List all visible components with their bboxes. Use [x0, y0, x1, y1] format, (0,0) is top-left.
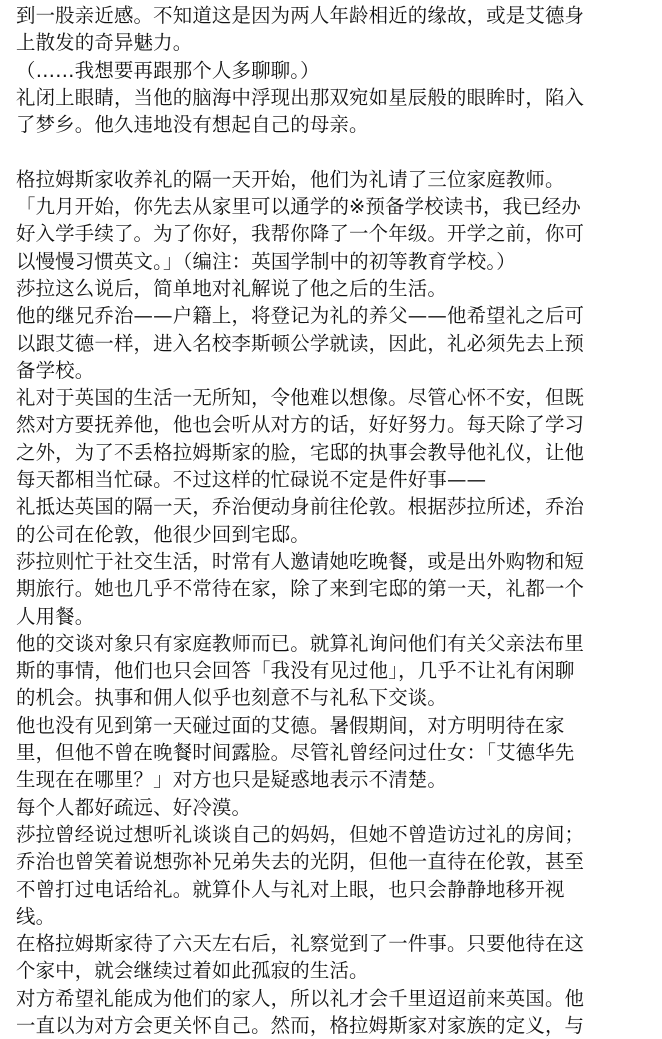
text-line: 他也没有见到第一天碰过面的艾德。暑假期间，对方明明待在家 — [16, 713, 565, 737]
text-line: 礼闭上眼睛，当他的脑海中浮现出那双宛如星辰般的眼眸时，陷入 — [16, 85, 585, 109]
text-line: 不曾打过电话给礼。就算仆人与礼对上眼，也只会静静地移开视 — [16, 877, 565, 901]
text-line: 备学校。 — [16, 358, 95, 382]
text-line: 「九月开始，你先去从家里可以通学的※预备学校读书，我已经办 — [16, 195, 581, 219]
text-line: 的机会。执事和佣人似乎也刻意不与礼私下交谈。 — [16, 686, 447, 710]
text-line: 一直以为对方会更关怀自己。然而，格拉姆斯家对家族的定义，与 — [16, 1013, 585, 1037]
text-line: 他的继兄乔治——户籍上，将登记为礼的养父——他希望礼之后可 — [16, 304, 585, 328]
text-line: 了梦乡。他久违地没有想起自己的母亲。 — [16, 113, 369, 137]
text-line: 的公司在伦敦，他很少回到宅邸。 — [16, 522, 310, 546]
blank-line — [16, 138, 648, 165]
text-line: 期旅行。她也几乎不常待在家，除了来到宅邸的第一天，礼都一个 — [16, 577, 585, 601]
text-line: 对方希望礼能成为他们的家人，所以礼才会千里迢迢前来英国。他 — [16, 986, 585, 1010]
text-line: 斯的事情，他们也只会回答「我没有见过他」，几乎不让礼有闲聊 — [16, 659, 575, 683]
text-line: 莎拉这么说后，简单地对礼解说了他之后的生活。 — [16, 276, 447, 300]
text-line: 人用餐。 — [16, 604, 95, 628]
text-line: （……我想要再跟那个人多聊聊。） — [16, 58, 320, 82]
text-line: 礼抵达英国的隔一天，乔治便动身前往伦敦。根据莎拉所述，乔治 — [16, 495, 585, 519]
text-line: 生现在在哪里？」对方也只是疑惑地表示不清楚。 — [16, 768, 447, 792]
text-line: 莎拉曾经说过想听礼谈谈自己的妈妈，但她不曾造访过礼的房间； — [16, 822, 585, 846]
text-line: 在格拉姆斯家待了六天左右后，礼察觉到了一件事。只要他待在这 — [16, 932, 585, 956]
text-line: 莎拉则忙于社交生活，时常有人邀请她吃晚餐，或是出外购物和短 — [16, 549, 585, 573]
text-line: 每天都相当忙碌。不过这样的忙碌说不定是件好事—— — [16, 468, 487, 492]
text-line: 之外，为了不丢格拉姆斯家的脸，宅邸的执事会教导他礼仪，让他 — [16, 440, 585, 464]
text-line: 然对方要抚养他，他也会听从对方的话，好好努力。每天除了学习 — [16, 413, 585, 437]
text-line: 以跟艾德一样，进入名校李斯顿公学就读，因此，礼必须先去上预 — [16, 331, 585, 355]
text-line: 线。 — [16, 904, 56, 928]
text-line: 格拉姆斯家收养礼的隔一天开始，他们为礼请了三位家庭教师。 — [16, 167, 565, 191]
text-line: 以慢慢习惯英文。」（编注：英国学制中的初等教育学校。） — [16, 249, 516, 273]
text-line: 好入学手续了。为了你好，我帮你降了一个年级。开学之前，你可 — [16, 222, 585, 246]
text-line: 乔治也曾笑着说想弥补兄弟失去的光阴，但他一直待在伦敦，甚至 — [16, 850, 585, 874]
text-line: 每个人都好疏远、好冷漠。 — [16, 795, 252, 819]
text-line: 礼对于英国的生活一无所知，令他难以想像。尽管心怀不安，但既 — [16, 386, 585, 410]
text-line: 个家中，就会继续过着如此孤寂的生活。 — [16, 959, 369, 983]
text-line: 里，但他不曾在晚餐时间露脸。尽管礼曾经问过仕女：「艾德华先 — [16, 741, 575, 765]
text-line: 他的交谈对象只有家庭教师而已。就算礼询问他们有关父亲法布里 — [16, 631, 585, 655]
text-line: 上散发的奇异魅力。 — [16, 31, 193, 55]
text-line: 到一股亲近感。不知道这是因为两人年龄相近的缘故，或是艾德身 — [16, 4, 585, 27]
